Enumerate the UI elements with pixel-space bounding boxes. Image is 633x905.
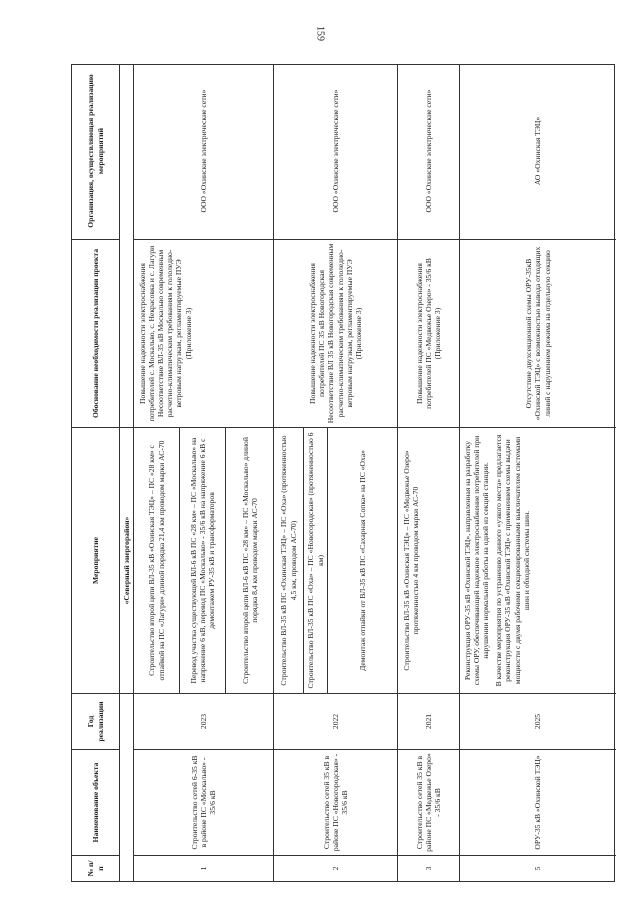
row-org: ООО «Охинские электрические сети» <box>423 89 433 213</box>
row-measure: Строительство ВЛ-35 кВ «Охинская ТЭЦ» – ПС «Медвежье Озеро» протяженностью 4 км проводом марки АС-70 <box>398 427 459 693</box>
row-org: АО «Охинская ТЭЦ» <box>533 116 543 186</box>
row-measures <box>134 427 273 693</box>
row-year: 2023 <box>134 693 273 749</box>
row-measure <box>460 427 616 693</box>
reason-paragraph: Несоответствие ВЛ-35 кВ Москальво современным расчетно-климатическим требованиям к гололедно-ветровым нагрузкам, регламентируемые ПУЭ (Приложение 3) <box>156 249 193 418</box>
row-org: ООО «Охинские электрические сети» <box>330 89 340 213</box>
row-name: ОРУ-35 кВ «Охинской ТЭЦ» <box>460 749 616 855</box>
row-name: Строительство сетей 35 кВ в районе ПС «Новогородская» - 35/6 кВ <box>274 749 397 855</box>
table-row <box>274 65 398 881</box>
header-year: Год реализации <box>72 693 119 749</box>
header-name: Наименование объекта <box>72 749 119 855</box>
page-number: 159 <box>314 26 326 41</box>
region-title: «Северный энергорайон» <box>120 427 133 693</box>
measure-paragraph: Реконструкция ОРУ-35 кВ «Охинской ТЭЦ», направленная на разработку схемы ОРУ, обеспечивающей надежное электроснабжение потребителей при нарушении нормальной работы на одной из секций станции. <box>463 435 491 686</box>
row-year: 2022 <box>274 693 397 749</box>
measure-item: Строительство ВЛ-35 кВ ПС «Охинская ТЭЦ» – ПС «Оха» (протяженностью 4,5 км, проводом АС-70) <box>274 428 304 693</box>
row-num: 5 <box>460 855 616 881</box>
row-reason <box>274 239 397 427</box>
header-org: Организация, осуществляющая реализацию мероприятий <box>86 74 105 228</box>
region-row <box>120 65 134 881</box>
row-reason: Повышение надежности электроснабжения потребителей ПС «Медвежье Озеро» - 35/6 кВ (Приложение 3) <box>398 239 459 427</box>
row-year: 2025 <box>460 693 616 749</box>
rotated-page <box>71 64 615 882</box>
measure-item: Перевод участка существующей ВЛ-6 кВ ПС «28 км» – ПС «Москальво» на напряжение 6 кВ, перевод ПС «Москальво» - 35/6 кВ на напряжение 6 кВ с демонтажем РУ-35 кВ и трансформаторов <box>180 428 226 693</box>
row-name: Строительство сетей 6-35 кВ в районе ПС «Москальво» - 35/6 кВ <box>134 749 273 855</box>
region-blank-cell <box>120 693 133 881</box>
table-row <box>134 65 274 881</box>
header-num: № п/п <box>72 855 119 881</box>
row-measures <box>274 427 397 693</box>
row-num: 1 <box>134 855 273 881</box>
project-table <box>71 64 615 882</box>
row-reason <box>134 239 273 427</box>
row-reason: Отсутствие двухсекционной схемы ОРУ-35кВ «Охинской ТЭЦ» с возможностью вывода отходящих линий с нарушением режима на отдельную секцию <box>460 239 616 427</box>
reason-paragraph: Несоответствие ВЛ 35 кВ Новогородская современным расчетно-климатическим требованиям к гололедно-ветровым нагрузкам, регламентируемые ПУЭ (Приложение 3) <box>326 243 363 424</box>
row-name: Строительство сетей 35 кВ в районе ПС «Медвежье Озеро» - 35/6 кВ <box>398 749 459 855</box>
measure-item: Строительство ВЛ-35 кВ ПС «Оха» – ПС «Новогородская» (протяженностью 6 км) <box>304 428 328 693</box>
table-row <box>460 65 616 881</box>
row-year: 2021 <box>398 693 459 749</box>
measure-item: Строительство второй цепи ВЛ-35 кВ «Охинская ТЭЦ» – ПС «28 км» с отпайкой на ПС «Лагури» длиной порядка 21,4 км проводом марки АС-70 <box>134 428 180 693</box>
row-num: 3 <box>398 855 459 881</box>
header-reason: Обоснование необходимости реализации проекта <box>72 239 119 427</box>
measure-item: Строительство второй цепи ВЛ-6 кВ ПС «28 км» – ПС «Москальво» длиной порядка 8,4 км проводом марки АС-70 <box>240 437 259 684</box>
measure-paragraph: В качестве мероприятия по устранению данного «узкого места» предлагается реконструкция ОРУ-35 кВ «Охинской ТЭЦ» с применением схемы выдачи мощности с двумя рабочими секционированными выключателем системами шин и обходной системы шин. <box>494 434 531 687</box>
reason-paragraph: Повышение надежности электроснабжения потребителей ПС 35 кВ Новогородская <box>308 263 327 404</box>
header-measure: Мероприятие <box>72 427 119 693</box>
table-row <box>398 65 460 881</box>
table-header <box>72 65 120 881</box>
row-num: 2 <box>274 855 397 881</box>
reason-paragraph: Повышение надежности электроснабжения потребителей с. Москальво, с. Некрасовка и с. Лагури <box>138 245 157 422</box>
measure-item: Демонтаж отпайки от ВЛ-35 кВ ПС «Сахарная Сопка» на ПС «Оха» <box>358 450 368 671</box>
row-org: ООО «Охинские электрические сети» <box>198 89 208 213</box>
